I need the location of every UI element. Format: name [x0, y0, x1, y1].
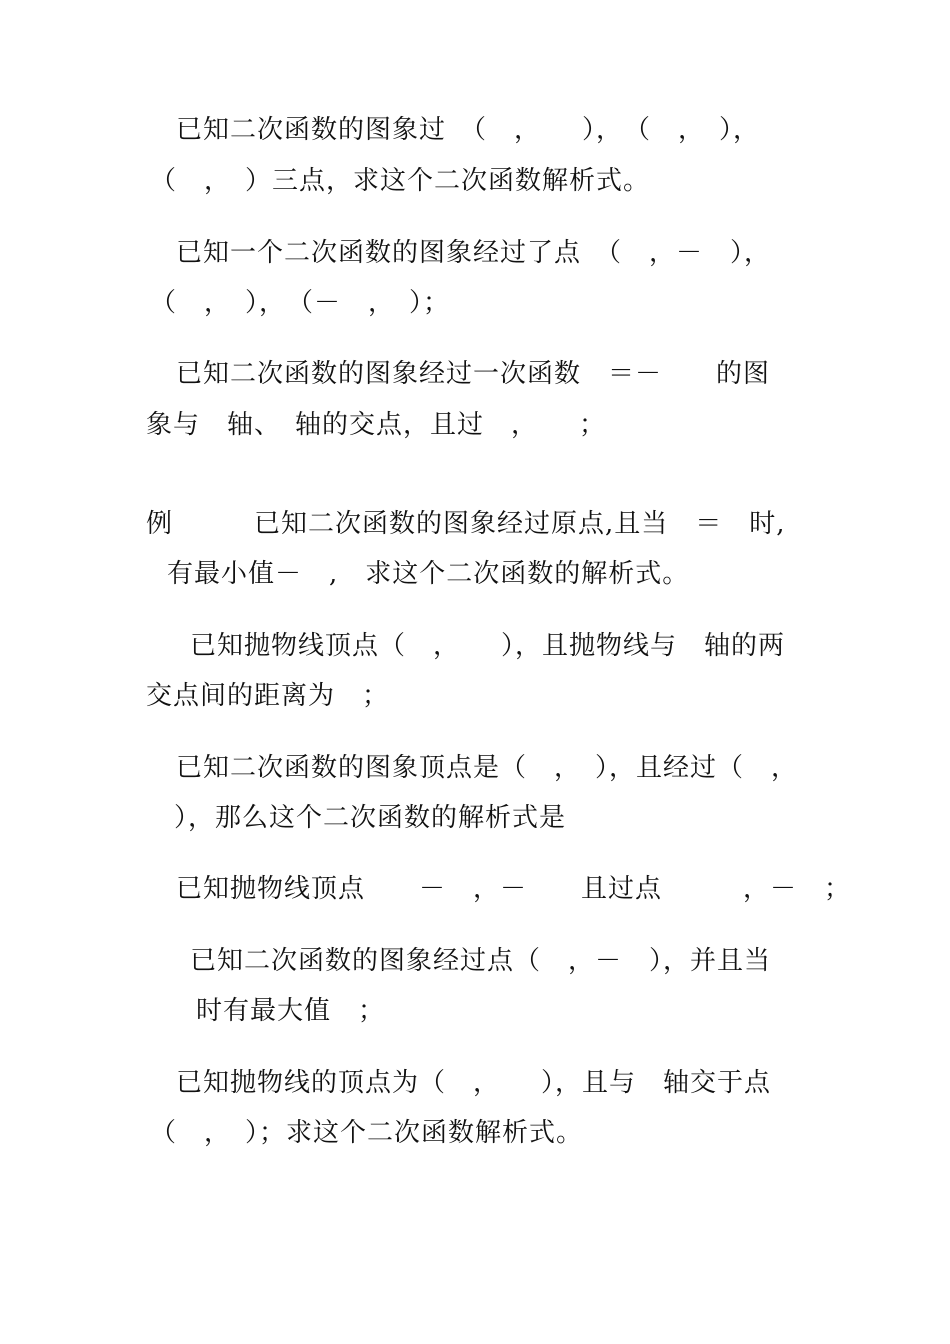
problem-2-line-2: （ ， ）， （－ ， ）； — [150, 288, 451, 318]
problem-9-line-2: （ ， ）；求这个二次函数解析式。 — [150, 1118, 584, 1148]
problem-8-line-2: 时有最大值 ； — [196, 996, 386, 1026]
problem-9-line-1: 已知抛物线的顶点为（ ， ），且与 轴交于点 — [176, 1068, 772, 1098]
problem-8-line-1: 已知二次函数的图象经过点（ ，－ ），并且当 — [190, 946, 772, 976]
problem-6-line-1: 已知二次函数的图象顶点是（ ， ），且经过（ ， — [176, 753, 799, 783]
problem-5-line-2: 交点间的距离为 ； — [146, 681, 390, 711]
problem-1-line-1: 已知二次函数的图象过 （ ， ）， （ ， ）， — [176, 115, 761, 145]
example-line-2: 有最小值－ , 求这个二次函数的解析式。 — [167, 559, 690, 589]
problem-6-line-2: ），那么这个二次函数的解析式是 — [174, 803, 567, 833]
problem-1-line-2: （ ， ）三点，求这个二次函数解析式。 — [150, 166, 651, 196]
problem-5-line-1: 已知抛物线顶点（ ， ），且抛物线与 轴的两 — [190, 631, 786, 661]
problem-7-line-1: 已知抛物线顶点 － ，－ 且过点 ，－ ； — [176, 874, 852, 904]
example-line-1: 例 已知二次函数的图象经过原点,且当 ＝ 时, — [146, 509, 786, 539]
problem-3-line-1: 已知二次函数的图象经过一次函数 ＝－ 的图 — [176, 359, 771, 389]
problem-2-line-1: 已知一个二次函数的图象经过了点 （ ，－ ）， — [176, 238, 772, 268]
problem-3-line-2: 象与 轴、 轴的交点，且过 ， ； — [146, 410, 607, 440]
